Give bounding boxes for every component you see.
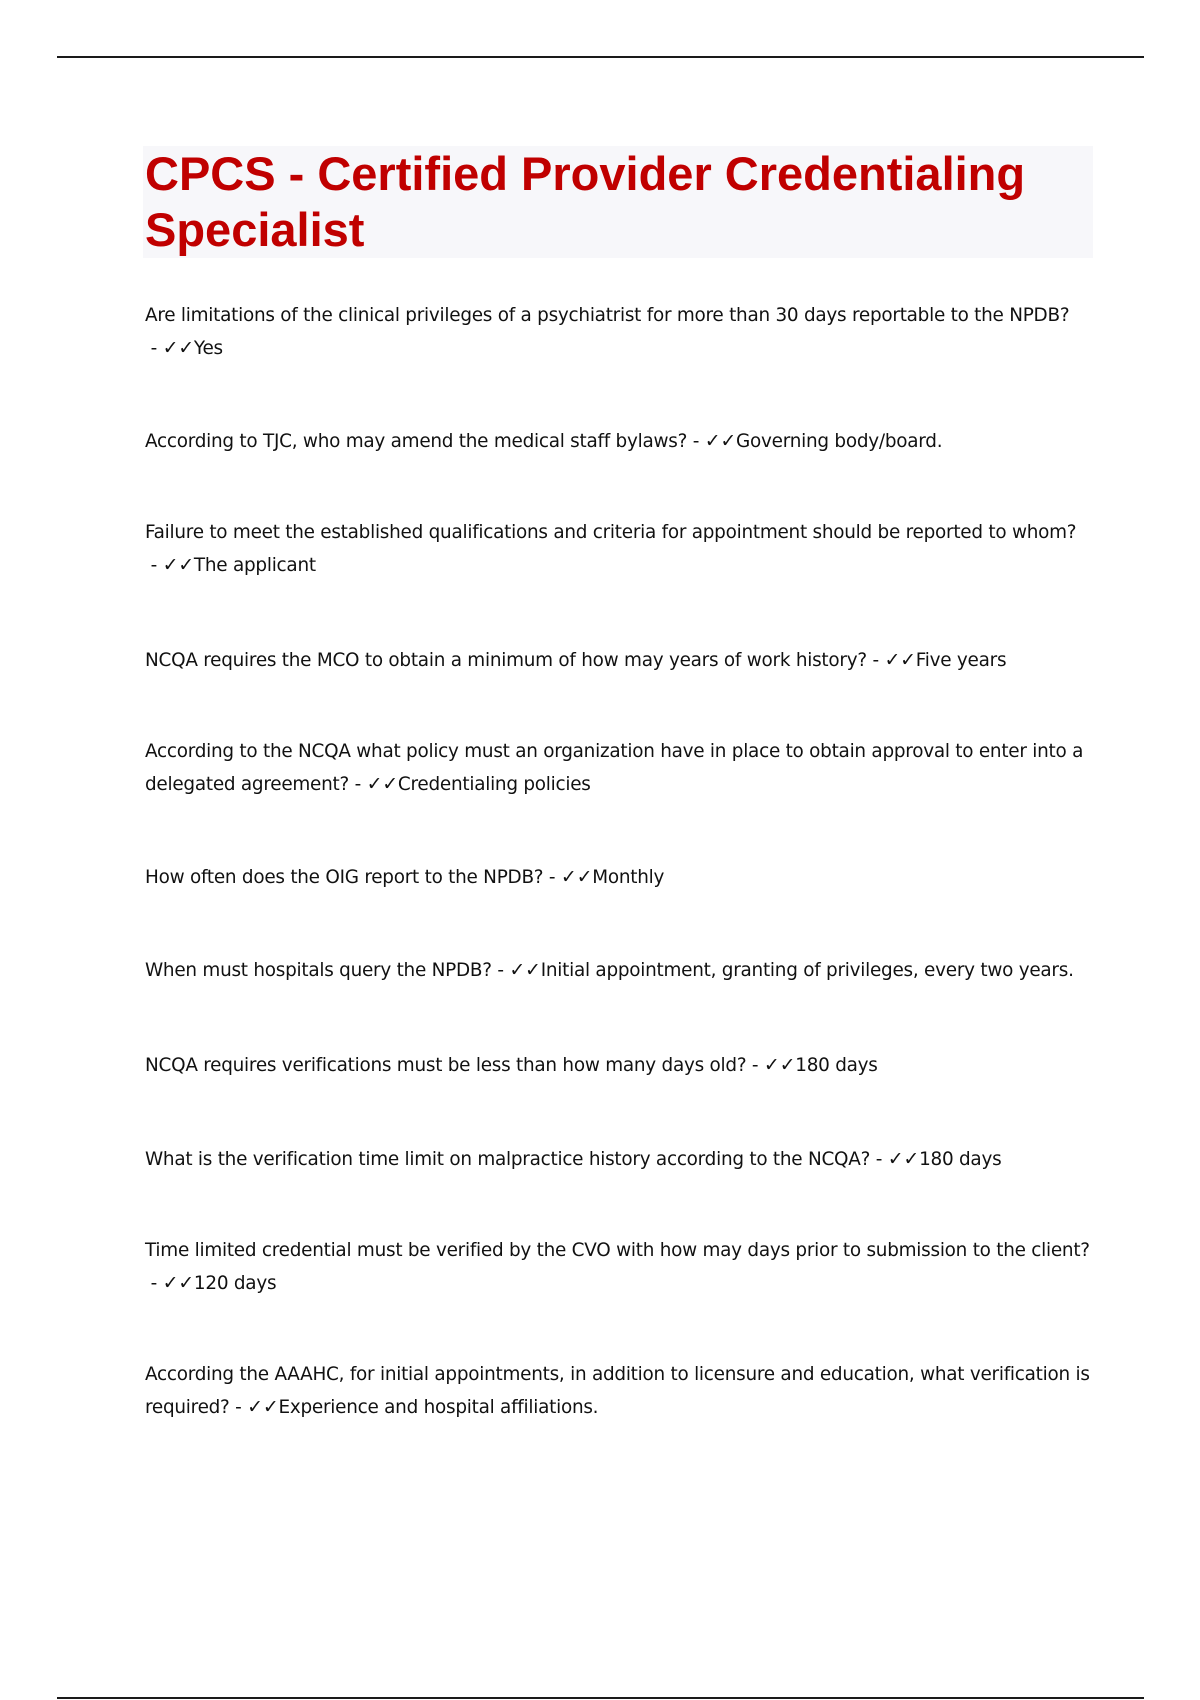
separator: - <box>145 555 163 576</box>
qa-item <box>145 644 1093 677</box>
answer-text: Experience and hospital affiliations. <box>278 1397 599 1418</box>
qa-item <box>145 425 1093 458</box>
separator: - <box>687 431 705 452</box>
separator: - <box>543 867 561 888</box>
question-text: Failure to meet the established qualifications and criteria for appointment should be reported to whom? <box>145 522 1077 543</box>
double-check-icon: ✓✓ <box>366 773 398 795</box>
qa-item <box>145 517 1093 582</box>
answer-text: 180 days <box>795 1055 878 1076</box>
answer-text: Governing body/board. <box>736 431 943 452</box>
answer-text: The applicant <box>193 555 316 576</box>
title-block <box>143 146 1093 258</box>
answer-text: Credentialing policies <box>397 774 591 795</box>
double-check-icon: ✓✓ <box>162 554 194 576</box>
question-text: NCQA requires verifications must be less than how many days old? <box>145 1055 747 1076</box>
qa-item <box>145 1359 1093 1424</box>
qa-item <box>145 300 1093 365</box>
separator: - <box>746 1055 764 1076</box>
answer-text: Yes <box>193 338 223 359</box>
qa-item <box>145 954 1093 987</box>
double-check-icon: ✓✓ <box>884 649 916 671</box>
question-text: Are limitations of the clinical privileges of a psychiatrist for more than 30 days reportable to the NPDB? <box>145 305 1070 326</box>
footer-divider <box>57 1697 1144 1699</box>
double-check-icon: ✓✓ <box>509 959 541 981</box>
double-check-icon: ✓✓ <box>162 1272 194 1294</box>
double-check-icon: ✓✓ <box>704 430 737 452</box>
qa-item <box>145 1235 1093 1300</box>
question-text: According to the NCQA what policy must an organization have in place to obtain approval to enter into a delegated agreement? <box>145 741 1084 795</box>
question-text: Time limited credential must be verified by the CVO with how may days prior to submission to the client? <box>145 1240 1090 1261</box>
qa-item <box>145 736 1093 801</box>
question-text: When must hospitals query the NPDB? <box>145 960 492 981</box>
double-check-icon: ✓✓ <box>763 1054 796 1076</box>
question-text: What is the verification time limit on malpractice history according to the NCQA? <box>145 1149 871 1170</box>
separator: - <box>491 960 510 981</box>
qa-item <box>145 1143 1093 1176</box>
qa-item <box>145 1049 1093 1082</box>
question-text: NCQA requires the MCO to obtain a minimum of how may years of work history? <box>145 650 867 671</box>
answer-text: 180 days <box>919 1149 1002 1170</box>
separator: - <box>145 1273 163 1294</box>
separator: - <box>870 1149 888 1170</box>
qa-list <box>145 300 1093 1424</box>
question-text: How often does the OIG report to the NPDB? <box>145 867 544 888</box>
answer-text: Initial appointment, granting of privileges, every two years. <box>540 960 1074 981</box>
separator: - <box>866 650 885 671</box>
double-check-icon: ✓✓ <box>162 337 194 359</box>
document-title: CPCS - Certified Provider Credentialing Specialist <box>145 147 1026 256</box>
question-text: According to TJC, who may amend the medical staff bylaws? <box>145 431 688 452</box>
separator: - <box>349 774 367 795</box>
separator: - <box>145 338 163 359</box>
double-check-icon: ✓✓ <box>247 1396 279 1418</box>
double-check-icon: ✓✓ <box>887 1148 920 1170</box>
answer-text: 120 days <box>193 1273 277 1294</box>
question-text: According the AAAHC, for initial appointments, in addition to licensure and education, what verification is required? <box>145 1364 1090 1418</box>
qa-item <box>145 861 1093 894</box>
separator: - <box>229 1397 248 1418</box>
answer-text: Monthly <box>592 867 665 888</box>
header-divider <box>57 56 1144 58</box>
document-body <box>145 146 1093 1424</box>
answer-text: Five years <box>915 650 1007 671</box>
double-check-icon: ✓✓ <box>560 866 593 888</box>
